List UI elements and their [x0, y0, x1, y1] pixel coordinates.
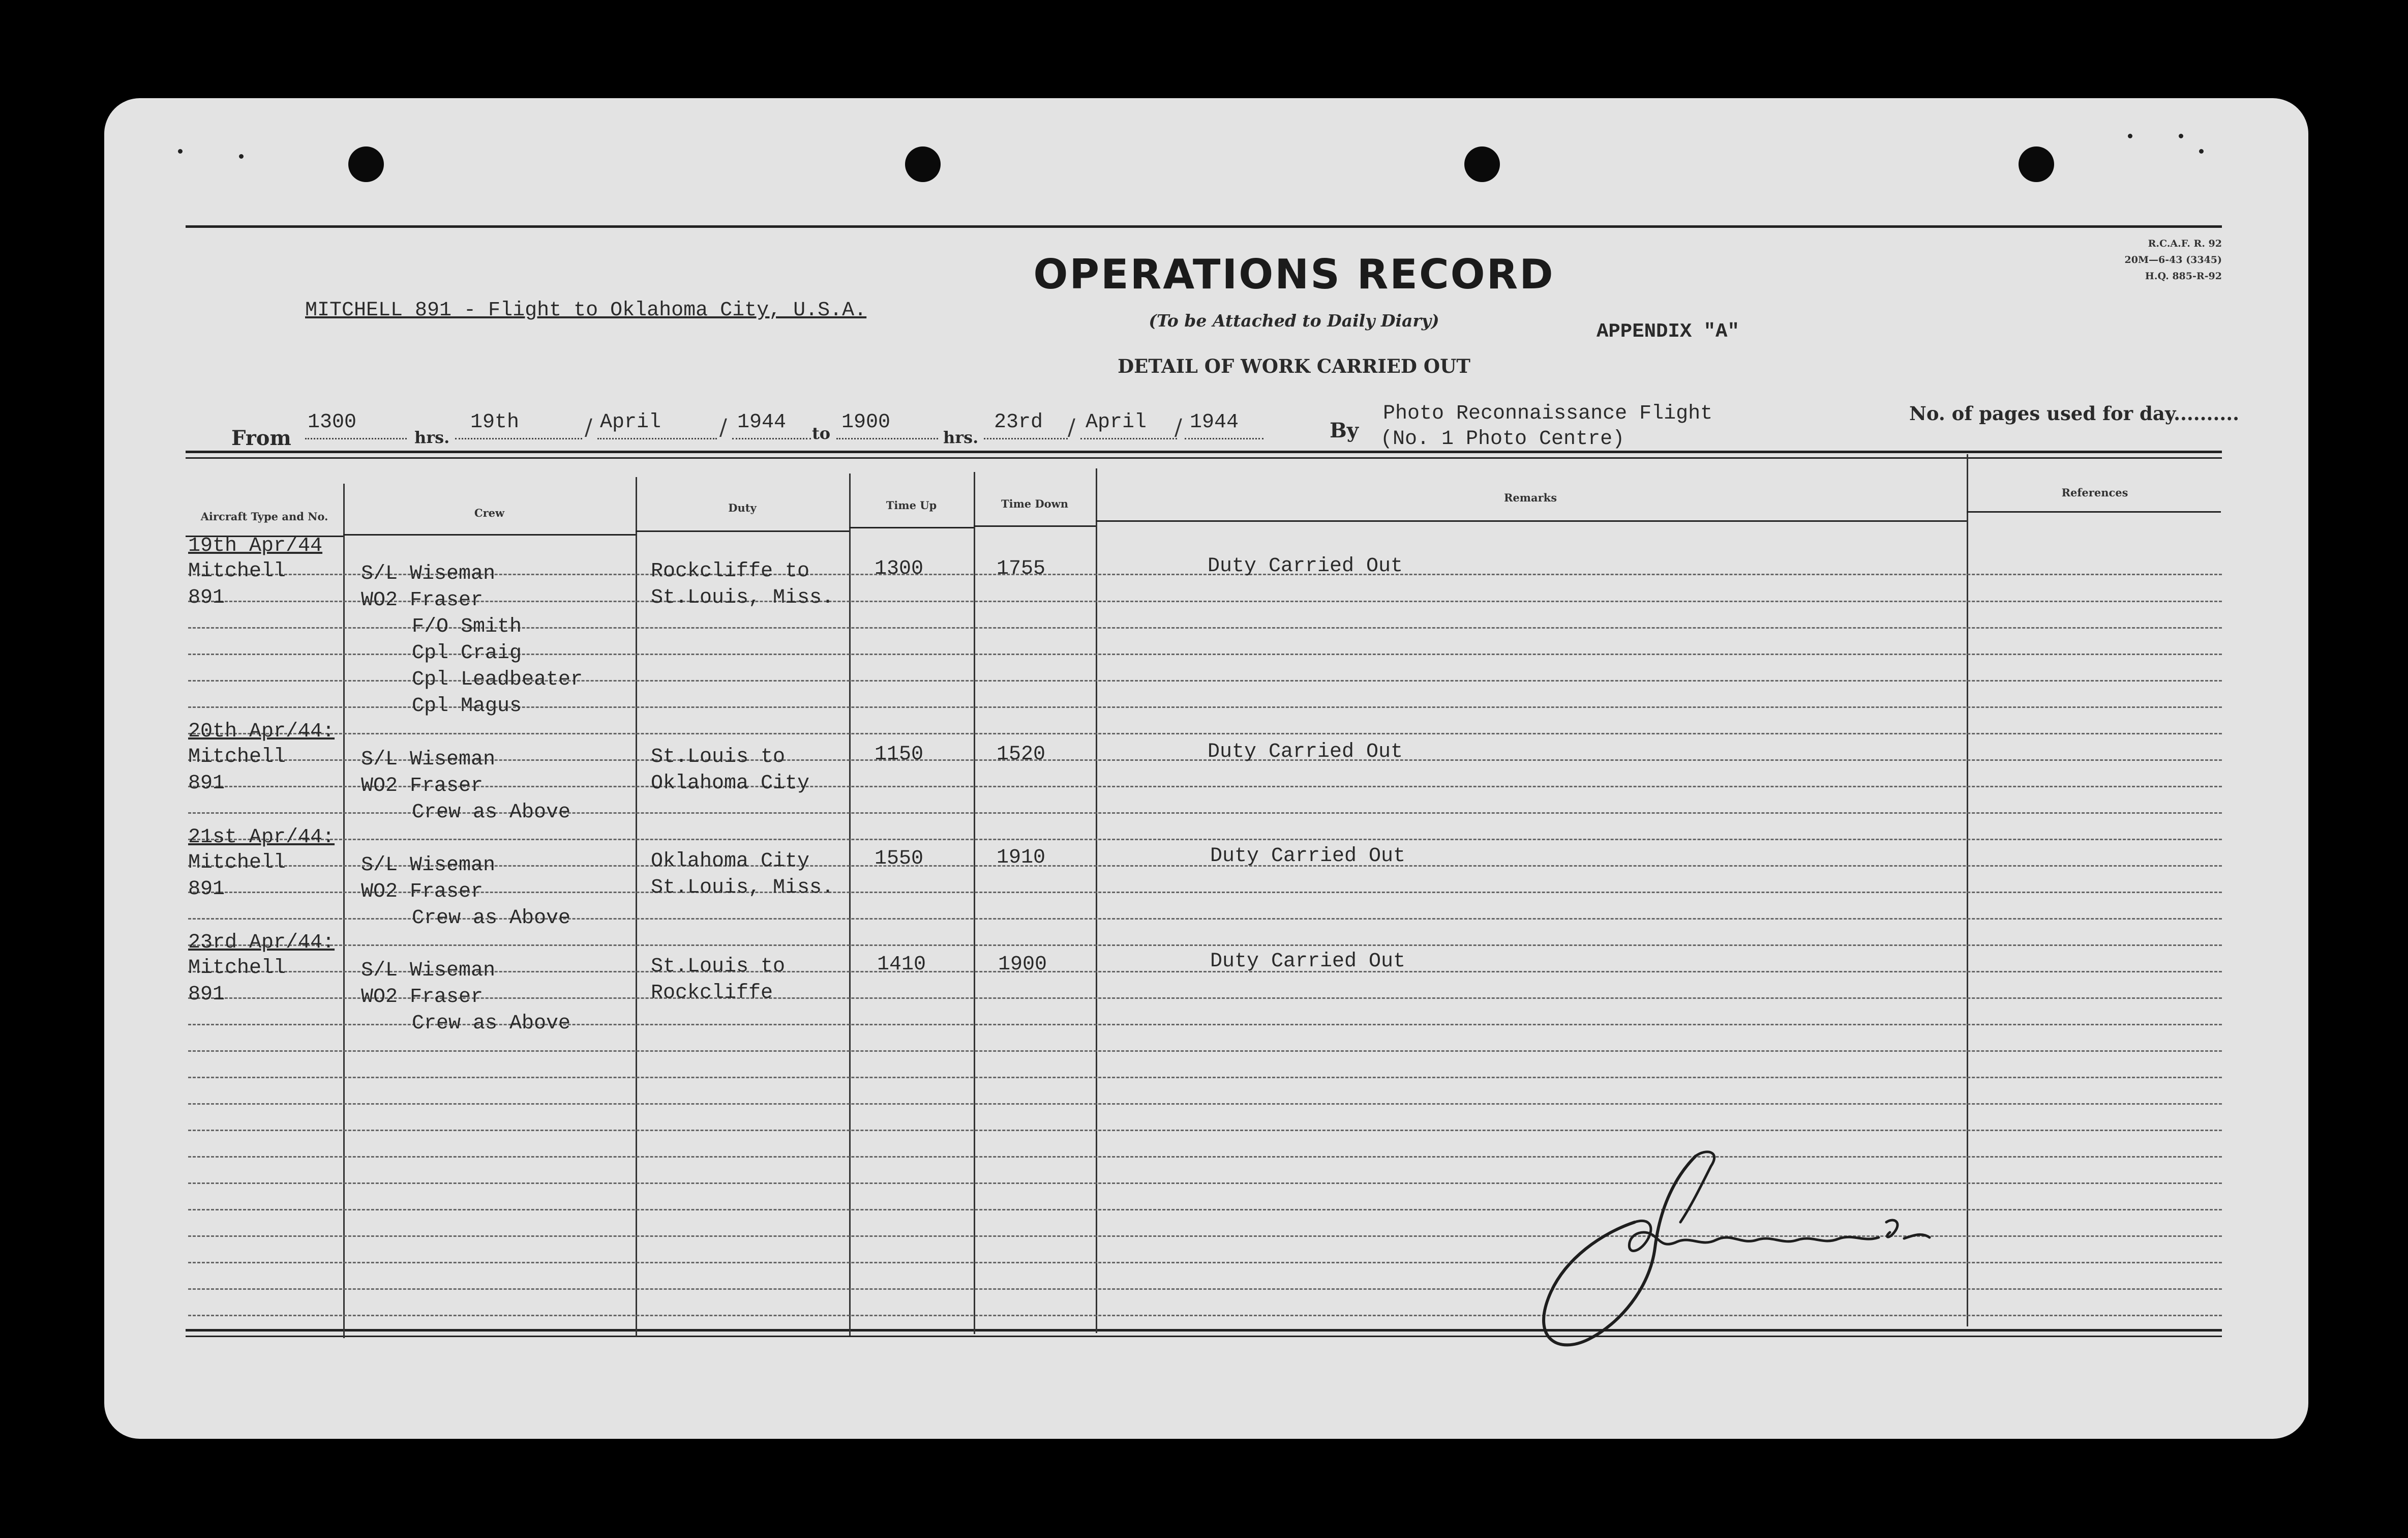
column-divider [1096, 468, 1097, 1333]
duty-line: Oklahoma City [651, 850, 810, 873]
col-header-references: References [2061, 486, 2128, 499]
time-down: 1900 [998, 953, 1047, 976]
ruled-line [188, 839, 2222, 840]
col-header-time-up: Time Up [886, 499, 937, 512]
by-unit-line2: (No. 1 Photo Centre) [1380, 428, 1625, 451]
slash: / [1068, 415, 1075, 440]
header-underline [343, 534, 636, 536]
remarks: Duty Carried Out [1208, 555, 1403, 578]
dotted-line [1080, 438, 1177, 439]
form-code-line: 20M—6-43 (3345) [2124, 254, 2222, 265]
header-underline [974, 525, 1096, 527]
time-down: 1910 [997, 846, 1046, 869]
crew-member: F/O Smith [412, 615, 522, 638]
header-underline [636, 530, 849, 532]
slash: / [719, 415, 727, 440]
hrs-label: hrs. [943, 428, 979, 447]
time-down: 1755 [997, 557, 1046, 580]
aircraft-type: Mitchell [188, 851, 286, 874]
form-code-line: R.C.A.F. R. 92 [2148, 238, 2222, 249]
entry-date: 20th Apr/44: [188, 720, 335, 743]
time-down: 1520 [997, 743, 1046, 766]
from-label: From [231, 426, 291, 450]
to-year: 1944 [1190, 411, 1239, 434]
slash: / [1175, 415, 1182, 440]
to-label: to [812, 424, 831, 443]
ruled-line [188, 997, 2222, 999]
aircraft-type: Mitchell [188, 957, 286, 980]
header-underline [1096, 520, 1967, 522]
dotted-line [984, 438, 1068, 439]
subtitle: (To be Attached to Daily Diary) [1149, 311, 1439, 331]
handwritten-signature [1528, 1146, 2006, 1359]
time-up: 1300 [875, 557, 924, 580]
aircraft-number: 891 [188, 983, 225, 1006]
to-day: 23rd [994, 411, 1043, 434]
from-month: April [600, 411, 661, 434]
aircraft-type: Mitchell [188, 746, 286, 768]
crew-member: Cpl Craig [412, 642, 522, 665]
ruled-line [188, 892, 2222, 893]
col-header-time-down: Time Down [1001, 497, 1069, 510]
by-label: By [1330, 419, 1359, 442]
ruled-line [188, 1130, 2222, 1131]
dotted-line [597, 438, 717, 439]
duty-line: Rockcliffe to [651, 560, 810, 583]
speck [2128, 134, 2132, 138]
crew-member: Cpl Magus [412, 695, 522, 718]
ruled-line [188, 1050, 2222, 1052]
header-underline [1967, 511, 2221, 513]
crew-member: WO2 Fraser [361, 986, 484, 1009]
duty-line: St.Louis to [651, 746, 786, 768]
time-up: 1410 [877, 953, 926, 976]
detail-heading: DETAIL OF WORK CARRIED OUT [1118, 355, 1470, 377]
crew-member: Crew as Above [412, 801, 571, 824]
crew-member: WO2 Fraser [361, 880, 484, 903]
crew-member: Crew as Above [412, 907, 571, 930]
crew-member: WO2 Fraser [361, 775, 484, 797]
dotted-line [836, 438, 938, 439]
punch-hole [905, 146, 941, 182]
pages-used-label: No. of pages used for day.......... [1909, 402, 2239, 425]
column-divider [636, 477, 637, 1337]
hrs-label: hrs. [414, 428, 450, 447]
aircraft-number: 891 [188, 586, 225, 609]
dotted-line [305, 438, 407, 439]
col-header-aircraft: Aircraft Type and No. [200, 510, 328, 523]
crew-member: S/L Wiseman [361, 959, 496, 982]
from-time: 1300 [308, 411, 357, 434]
header-rule-thin [186, 457, 2222, 459]
duty-line: Rockcliffe [651, 982, 773, 1004]
operations-record-card [104, 98, 2308, 1439]
col-header-duty: Duty [728, 501, 757, 514]
dotted-line [732, 438, 811, 439]
punch-hole [1464, 146, 1500, 182]
time-up: 1550 [875, 847, 924, 870]
by-unit-line1: Photo Reconnaissance Flight [1383, 402, 1713, 425]
aircraft-number: 891 [188, 772, 225, 795]
duty-line: Oklahoma City [651, 772, 810, 795]
top-rule [186, 225, 2222, 228]
crew-member: Crew as Above [412, 1012, 571, 1035]
crew-member: S/L Wiseman [361, 748, 496, 771]
speck [2179, 134, 2183, 138]
duty-line: St.Louis, Miss. [651, 876, 834, 899]
from-day: 19th [470, 411, 520, 434]
punch-hole [2019, 146, 2054, 182]
ruled-line [188, 601, 2222, 602]
dotted-line [455, 438, 582, 439]
header-underline [849, 527, 974, 528]
form-code [2069, 235, 2222, 284]
speck [239, 154, 244, 159]
duty-line: St.Louis to [651, 955, 786, 978]
header-rule [186, 451, 2222, 453]
remarks: Duty Carried Out [1210, 950, 1406, 973]
crew-member: WO2 Fraser [361, 589, 484, 612]
page-title: OPERATIONS RECORD [1033, 251, 1555, 298]
record-title: MITCHELL 891 - Flight to Oklahoma City, U.S.A. [305, 299, 867, 322]
from-year: 1944 [737, 411, 787, 434]
entry-date: 19th Apr/44 [188, 535, 323, 557]
speck [2199, 149, 2204, 154]
to-month: April [1086, 411, 1147, 434]
col-header-crew: Crew [474, 507, 505, 519]
aircraft-type: Mitchell [188, 560, 286, 583]
punch-hole [348, 146, 384, 182]
remarks: Duty Carried Out [1210, 845, 1406, 868]
entry-date: 23rd Apr/44: [188, 931, 335, 954]
column-divider [849, 474, 851, 1336]
ruled-line [188, 1077, 2222, 1078]
ruled-line [188, 1103, 2222, 1105]
crew-member: Cpl Leadbeater [412, 668, 583, 691]
time-up: 1150 [875, 743, 924, 766]
appendix-label: APPENDIX "A" [1597, 320, 1739, 343]
aircraft-number: 891 [188, 878, 225, 901]
form-code-line: H.Q. 885-R-92 [2145, 271, 2222, 282]
speck [178, 149, 183, 154]
entry-date: 21st Apr/44: [188, 826, 335, 849]
duty-line: St.Louis, Miss. [651, 586, 834, 609]
ruled-line [188, 786, 2222, 787]
ruled-line [188, 944, 2222, 946]
ruled-line [188, 733, 2222, 734]
crew-member: S/L Wiseman [361, 854, 496, 877]
dotted-line [1185, 438, 1263, 439]
to-time: 1900 [841, 411, 891, 434]
remarks: Duty Carried Out [1208, 741, 1403, 763]
col-header-remarks: Remarks [1503, 491, 1557, 504]
slash: / [585, 415, 592, 440]
crew-member: S/L Wiseman [361, 563, 496, 585]
